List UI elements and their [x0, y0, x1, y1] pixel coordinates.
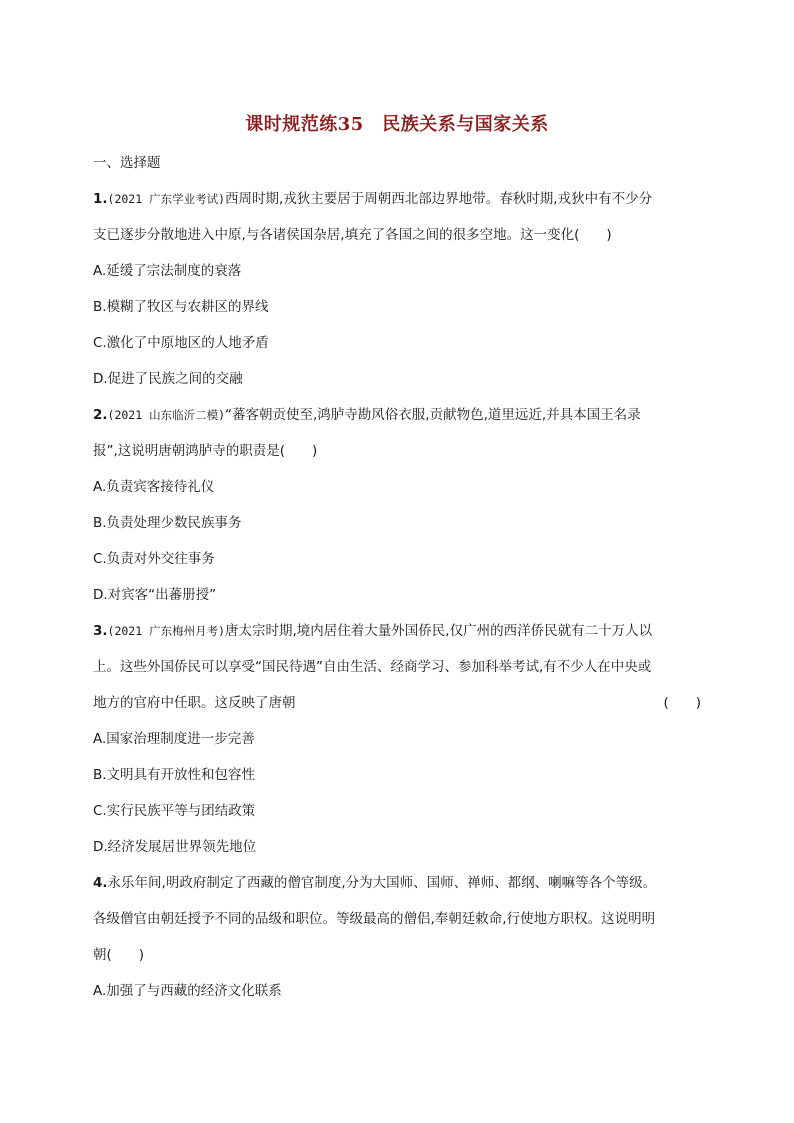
page-title: 课时规范练35 民族关系与国家关系 — [245, 114, 549, 135]
question-text: 地方的官府中任职。这反映了唐朝 — [93, 695, 296, 711]
question-4-line-2: 各级僧官由朝廷授予不同的品级和职位。等级最高的僧侣,奉朝廷敕命,行使地方职权。这说明明 — [93, 911, 656, 927]
question-4-option-a: A.加强了与西藏的经济文化联系 — [93, 983, 282, 999]
question-3-option-c: C.实行民族平等与团结政策 — [93, 803, 256, 819]
question-1-line-1 — [93, 190, 652, 208]
question-1-option-a: A.延缓了宗法制度的衰落 — [93, 263, 242, 279]
question-3-line-2: 上。这些外国侨民可以享受“国民待遇”自由生活、经商学习、参加科举考试,有不少人在中央或 — [93, 659, 652, 675]
question-1-option-b: B.模糊了牧区与农耕区的界线 — [93, 299, 269, 315]
question-2-line-2: 报”,这说明唐朝鸿胪寺的职责是( ) — [93, 443, 318, 459]
question-number: 4. — [93, 875, 108, 891]
question-3-line-1 — [93, 622, 652, 640]
question-number: 2. — [93, 407, 108, 423]
question-2-option-c: C.负责对外交往事务 — [93, 551, 215, 567]
question-3-line-3 — [93, 694, 701, 712]
question-1-option-c: C.激化了中原地区的人地矛盾 — [93, 335, 269, 351]
question-text: “蕃客朝贡使至,鸿胪寺勘风俗衣服,贡献物色,道里远近,并具本国王名录 — [225, 407, 641, 423]
question-3-option-d: D.经济发展居世界领先地位 — [93, 839, 257, 855]
question-text: 西周时期,戎狄主要居于周朝西北部边界地带。春秋时期,戎狄中有不少分 — [225, 191, 653, 207]
section-heading: 一、选择题 — [93, 155, 161, 171]
question-3-option-a: A.国家治理制度进一步完善 — [93, 731, 255, 747]
question-source: (2021 广东学业考试) — [107, 192, 225, 206]
question-text: 唐太宗时期,境内居住着大量外国侨民,仅广州的西洋侨民就有二十万人以 — [225, 623, 653, 639]
answer-paren: ( ) — [663, 695, 701, 711]
question-text: 永乐年间,明政府制定了西藏的僧官制度,分为大国师、国师、禅师、都纲、喇嘛等各个等级。 — [107, 875, 657, 891]
question-2-option-d: D.对宾客“出蕃册授” — [93, 587, 217, 603]
question-1-line-2: 支已逐步分散地进入中原,与各诸侯国杂居,填充了各国之间的很多空地。这一变化( ) — [93, 227, 612, 243]
question-4-line-3: 朝( ) — [93, 947, 145, 963]
question-number: 1. — [93, 191, 108, 207]
question-source: (2021 广东梅州月考) — [107, 624, 225, 638]
question-number: 3. — [93, 623, 108, 639]
question-1-option-d: D.促进了民族之间的交融 — [93, 371, 243, 387]
question-3-option-b: B.文明具有开放性和包容性 — [93, 767, 256, 783]
question-4-line-1 — [93, 874, 656, 892]
question-source: (2021 山东临沂二模) — [107, 408, 225, 422]
question-2-line-1 — [93, 406, 641, 424]
question-2-option-b: B.负责处理少数民族事务 — [93, 515, 242, 531]
question-2-option-a: A.负责宾客接待礼仪 — [93, 479, 215, 495]
